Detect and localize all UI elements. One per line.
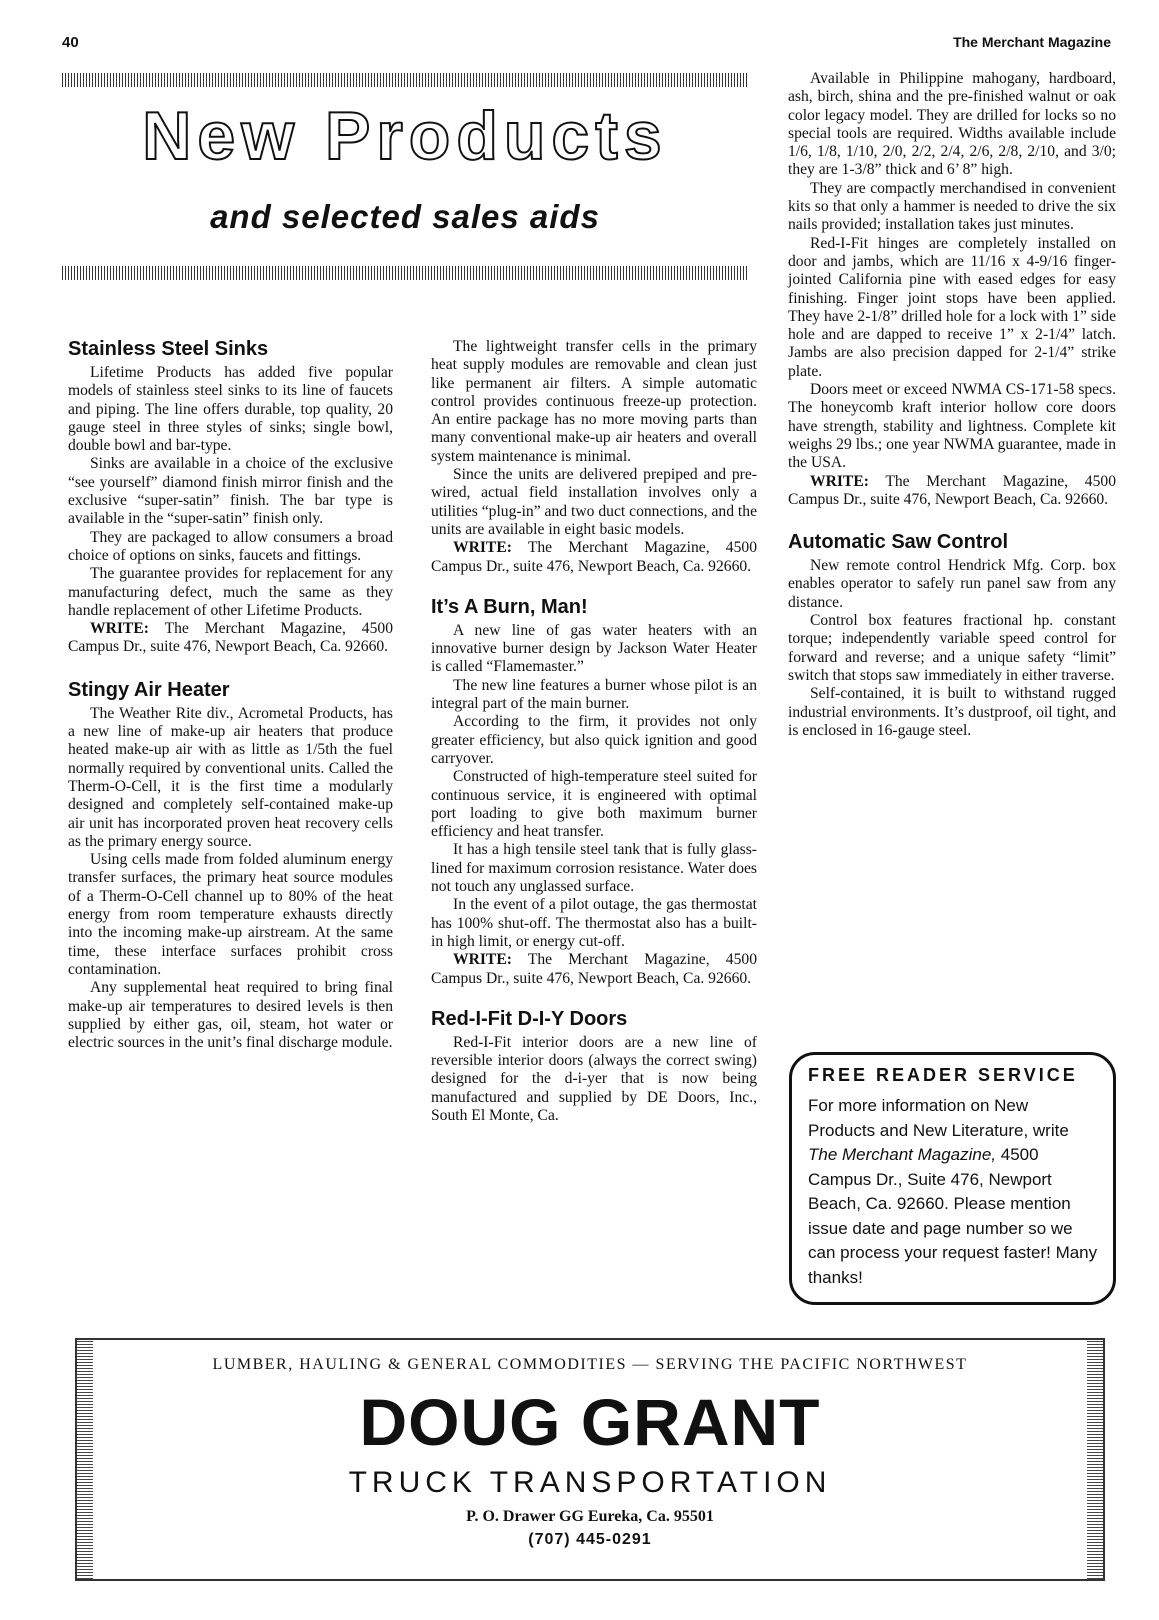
article-paragraph: The new line features a burner whose pilot is an integral part of the main burner. bbox=[431, 676, 757, 713]
reader-service-body bbox=[808, 1094, 1099, 1290]
write-label: WRITE: bbox=[90, 620, 149, 638]
article-paragraph: Self-contained, it is built to withstand rugged industrial environments. It’s dustproof, oil tight, and is enclosed in 16-gauge steel. bbox=[788, 685, 1116, 739]
article-paragraph: Available in Philippine mahogany, hardboard, ash, birch, shina and the pre-finished walnut or oak color legacy model. They are drilled for locks so no special tools are required. Widths available include 1/6, 1/8, 1/10, 2/0, 2/2, 2/4, 2/6, 2/8, 2/10, and 3/0; they are 1-3/8” thick and 6’ 8” high. bbox=[788, 70, 1116, 179]
write-address bbox=[431, 539, 757, 576]
article-paragraph: New remote control Hendrick Mfg. Corp. box enables operator to safely run panel saw from any distance. bbox=[788, 557, 1116, 611]
write-address bbox=[431, 951, 757, 988]
write-address bbox=[788, 473, 1116, 510]
article-title: Stainless Steel Sinks bbox=[68, 338, 269, 360]
write-text: The Merchant Magazine, 4500 Campus Dr., suite 476, Newport Beach, Ca. 92660. bbox=[431, 539, 757, 575]
ad-company-subtitle: TRUCK TRANSPORTATION bbox=[348, 1466, 832, 1499]
column-1 bbox=[68, 338, 393, 1052]
article-paragraph: In the event of a pilot outage, the gas thermostat has 100% shut-off. The thermostat also has a built-in high limit, or energy cut-off. bbox=[431, 896, 757, 950]
magazine-title: The Merchant Magazine bbox=[953, 34, 1111, 50]
article-paragraph: They are packaged to allow consumers a broad choice of options on sinks, faucets and fittings. bbox=[68, 528, 393, 564]
article-title: It’s A Burn, Man! bbox=[431, 595, 588, 618]
banner-rule-top bbox=[62, 73, 748, 87]
reader-service-box bbox=[789, 1052, 1116, 1305]
ad-company-name: DOUG GRANT bbox=[359, 1385, 821, 1459]
article-paragraph: Red-I-Fit hinges are completely installed on door and jambs, which are 11/16 x 4-9/16 finger-jointed California pine with eased edges for easy finishing. Finger joint stops have been applied. They have 2-1/8” drilled hole for a lock with 1” side hole and are dapped to receive 1” x 2-1/4” latch. Jambs are also precision dapped for 2-1/4” strike plate. bbox=[788, 234, 1116, 380]
article-paragraph: Sinks are available in a choice of the exclusive “see yourself” diamond finish mirror finish and the exclusive “super-satin” finish. The bar type is available in the “super-satin” finish only. bbox=[68, 455, 393, 528]
write-label: WRITE: bbox=[453, 539, 512, 557]
reader-service-magazine: The Merchant Magazine, bbox=[808, 1145, 997, 1164]
write-address bbox=[68, 620, 393, 657]
reader-service-text: For more information on New Products and New Literature, write bbox=[808, 1096, 1069, 1140]
article-paragraph: According to the firm, it provides not only greater efficiency, but also quick ignition and good carryover. bbox=[431, 713, 757, 767]
banner-title: New Products bbox=[142, 98, 668, 174]
article-paragraph: Constructed of high-temperature steel suited for continuous service, it is engineered with optimal port loading to give both maximum burner efficiency and heat transfer. bbox=[431, 768, 757, 841]
article-title: Automatic Saw Control bbox=[788, 531, 1009, 554]
banner-rule-bottom bbox=[62, 266, 748, 280]
reader-service-heading: FREE READER SERVICE bbox=[808, 1065, 1078, 1085]
write-text: The Merchant Magazine, 4500 Campus Dr., suite 476, Newport Beach, Ca. 92660. bbox=[68, 620, 393, 656]
article-paragraph: Lifetime Products has added five popular models of stainless steel sinks to its line of faucets and piping. The line offers durable, top quality, 20 gauge steel in three styles of sinks; single bowl, double bowl and bar-type. bbox=[68, 364, 393, 455]
write-label: WRITE: bbox=[810, 472, 869, 490]
banner-subtitle: and selected sales aids bbox=[210, 198, 600, 235]
article-paragraph: Any supplemental heat required to bring final make-up air temperatures to desired levels is then supplied by either gas, oil, steam, hot water or electric sources in the unit’s final discharge module. bbox=[68, 979, 393, 1052]
ad-tagline: LUMBER, HAULING & GENERAL COMMODITIES — SERVING THE PACIFIC NORTHWEST bbox=[212, 1356, 968, 1373]
ad-address: P. O. Drawer GG Eureka, Ca. 95501 bbox=[466, 1508, 714, 1525]
write-text: The Merchant Magazine, 4500 Campus Dr., suite 476, Newport Beach, Ca. 92660. bbox=[788, 472, 1116, 508]
reader-service-text: 4500 Campus Dr., Suite 476, Newport Beach, Ca. 92660. Please mention issue date and page number so we can process your request faster! Many thanks! bbox=[808, 1145, 1098, 1287]
article-paragraph: Red-I-Fit interior doors are a new line of reversible interior doors (always the correct swing) designed for the d-i-yer that is now being manufactured and supplied by DE Doors, Inc., South El Monte, Ca. bbox=[431, 1033, 757, 1124]
column-2 bbox=[431, 338, 757, 1125]
write-text: The Merchant Magazine, 4500 Campus Dr., suite 476, Newport Beach, Ca. 92660. bbox=[431, 951, 757, 987]
article-paragraph: A new line of gas water heaters with an innovative burner design by Jackson Water Heater is called “Flamemaster.” bbox=[431, 621, 757, 676]
column-3 bbox=[788, 70, 1116, 740]
article-paragraph: Using cells made from folded aluminum energy transfer surfaces, the primary heat source modules of a Therm-O-Cell channel up to 80% of the heat energy from room temperature exhausts directly into the incoming make-up airstream. At the same time, these interface surfaces prohibit cross contamination. bbox=[68, 851, 393, 978]
advertisement bbox=[75, 1338, 1105, 1581]
article-paragraph: Doors meet or exceed NWMA CS-171-58 specs. The honeycomb kraft interior hollow core doors have strength, stability and lightness. Complete kit weighs 29 lbs.; one year NWMA guarantee, made in the USA. bbox=[788, 381, 1116, 472]
page-number: 40 bbox=[62, 34, 79, 51]
article-title: Red-I-Fit D-I-Y Doors bbox=[431, 1007, 628, 1030]
article-paragraph: Control box features fractional hp. constant torque; independently variable speed control for forward and reverse; and a unique safety “limit” switch that stops saw immediately in either traverse. bbox=[788, 612, 1116, 684]
article-paragraph: It has a high tensile steel tank that is fully glass-lined for maximum corrosion resistance. Water does not touch any unglassed surface. bbox=[431, 841, 757, 896]
article-paragraph: The lightweight transfer cells in the primary heat supply modules are removable and clean just like permanent air filters. A simple automatic control provides continuous freeze-up protection. An entire package has no more moving parts than many conventional make-up air heaters and overall system maintenance is minimal. bbox=[431, 338, 757, 465]
article-paragraph: Since the units are delivered prepiped and pre-wired, actual field installation involves only a utilities “plug-in” and two duct connections, and the units are available in eight basic models. bbox=[431, 466, 757, 538]
article-paragraph: The guarantee provides for replacement for any manufacturing defect, much the same as they handle replacement of other Lifetime Products. bbox=[68, 565, 393, 619]
article-paragraph: They are compactly merchandised in convenient kits so that only a hammer is needed to drive the six nails provided; installation takes just minutes. bbox=[788, 179, 1116, 234]
article-paragraph: The Weather Rite div., Acrometal Products, has a new line of make-up air heaters that produce heated make-up air with as little as 1/5th the fuel normally required by conventional units. Called the Therm-O-Cell, it is the first time a modularly designed and completely self-contained make-up air unit has incorporated proven heat recovery cells as the primary energy source. bbox=[68, 704, 393, 850]
article-title: Stingy Air Heater bbox=[68, 678, 230, 701]
ad-phone: (707) 445-0291 bbox=[528, 1531, 652, 1548]
write-label: WRITE: bbox=[453, 951, 512, 969]
